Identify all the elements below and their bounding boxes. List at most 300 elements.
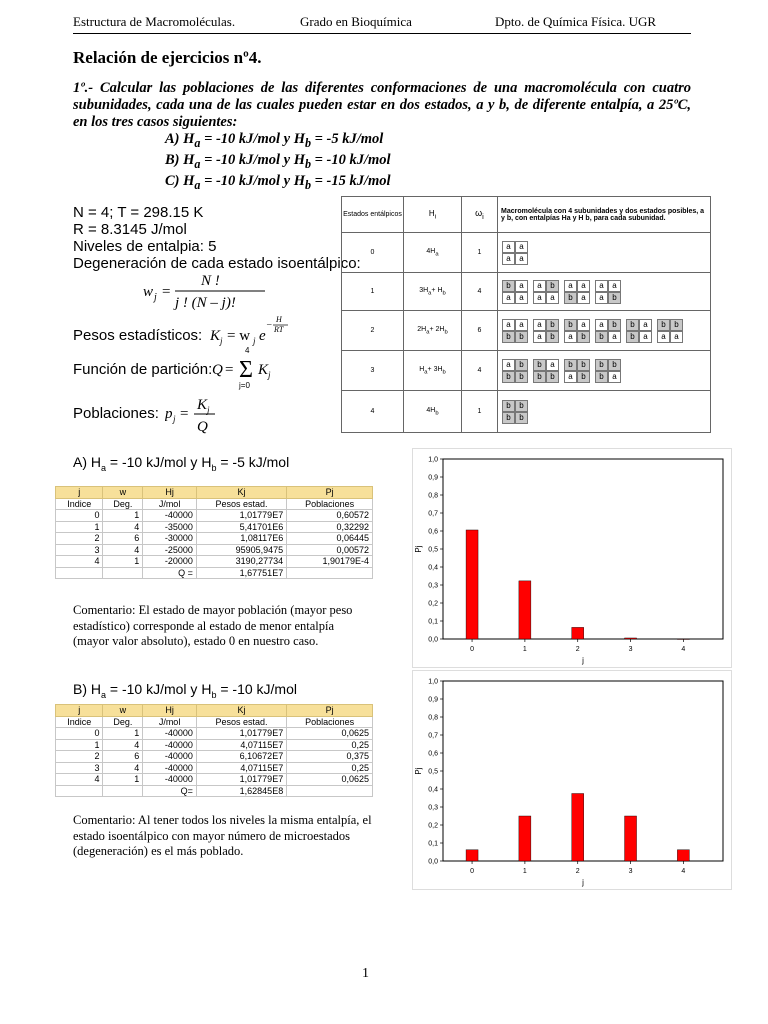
subunit-cell: b [515,371,528,383]
svg-text:RT: RT [274,325,284,334]
table-cell: -25000 [143,544,197,556]
table-cell: 0,0625 [287,728,373,740]
poblaciones-formula [165,394,235,443]
x-tick-label: 4 [681,868,686,875]
header-cell: Pj [287,705,373,717]
subunit-cell: a [564,331,577,343]
case-b-comment: Comentario: Al tener todos los niveles la misma entalpía, el estado isoentálpico con mayor número de microestados (degeneración) es el más poblado. [73,813,372,858]
table-cell: 0 [56,510,103,522]
subunit-cell: b [533,371,546,383]
subunit-cell: b [595,371,608,383]
subunit-cell: a [515,280,528,292]
subunit-cell: b [564,359,577,371]
particion-label: Función de partición: [73,361,213,378]
y-tick-label: 0,3 [428,804,438,812]
subunit-cell: b [515,359,528,371]
bar [572,627,584,639]
microstate-block [626,319,652,343]
table-cell: -40000 [143,739,197,751]
subunit-cell: a [564,371,577,383]
states-description: Macromolécula con 4 subunidades y dos estados posibles, a y b, con entalpías Ha y H b, para cada subunidad. [498,197,711,233]
x-tick-label: 0 [470,646,475,653]
header-right: Dpto. de Química Física. UGR [495,14,657,29]
svg-text:w: w [143,284,154,300]
table-cell: 4 [103,762,143,774]
subunit-cell: b [608,359,621,371]
x-tick-label: 0 [470,868,475,875]
states-row-h: $3H_a+ H_b$ [404,273,462,311]
poblaciones-label: Poblaciones: [73,405,159,422]
states-row-w: 1 [462,391,498,433]
microstate-block [502,400,528,424]
table-cell: 2 [56,533,103,545]
table-cell: 0,375 [287,751,373,763]
y-tick-label: 0,7 [428,732,438,740]
subunit-cell: b [515,412,528,424]
svg-text:–: – [267,319,272,329]
pesos-label: Pesos estadísticos: [73,327,203,344]
svg-text:K: K [197,397,208,413]
q-label: Q = [143,567,197,579]
bar [466,530,478,639]
problem-text: Calcular las poblaciones de las diferentes conformaciones de una macromolécula con cuatro subunidades, cada una de las cuales pueden estar en dos estados, a y b, de diferente entalpía, a 25ºC, en los tres casos siguientes: [73,80,691,130]
states-col-header: Estados entálpicos [342,197,404,233]
subunit-cell: a [515,292,528,304]
subunit-cell: a [533,319,546,331]
case-a-rows [56,510,373,568]
subunit-cell: a [502,292,515,304]
y-axis-label: Pj [414,767,423,775]
subunit-cell: b [564,319,577,331]
table-cell: 6 [103,751,143,763]
table-cell: -40000 [143,510,197,522]
bar [677,639,689,640]
table-row [56,751,373,763]
subunit-cell: b [626,331,639,343]
states-col-h: $H_i$ [404,197,462,233]
svg-text:j=0: j=0 [239,381,250,390]
case-line-a: A) $H_a = -10$ kJ/mol y $H_b = -5$ kJ/mol [165,131,384,150]
table-row [56,728,373,740]
y-tick-label: 0,4 [428,786,438,794]
x-tick-label: 2 [575,646,580,653]
microstate-block [564,359,590,383]
y-tick-label: 0,9 [428,474,438,482]
subunit-cell: a [502,319,515,331]
subunit-cell: b [608,319,621,331]
subunit-cell: b [502,400,515,412]
table-cell: 0,06445 [287,533,373,545]
table-cell: 4 [103,521,143,533]
table-cell: 0,25 [287,739,373,751]
y-axis-label: Pj [414,545,423,553]
states-row [342,391,711,433]
microstate-block [502,280,528,304]
subunit-cell: a [608,371,621,383]
header-cell: Kj [196,487,286,499]
states-row [342,273,711,311]
subunit-cell: a [608,331,621,343]
y-tick-label: 0,4 [428,564,438,572]
bar [572,794,584,862]
header-cell: Indice [56,498,103,510]
subunit-cell: b [564,292,577,304]
problem-cases [165,131,391,194]
y-tick-label: 0,8 [428,714,438,722]
svg-text:Q: Q [197,419,208,435]
subunit-cell: a [515,319,528,331]
subunit-cell: b [515,400,528,412]
subunit-cell: b [608,292,621,304]
y-tick-label: 0,9 [428,696,438,704]
table-row [56,533,373,545]
y-tick-label: 0,7 [428,510,438,518]
table-cell: 1 [103,728,143,740]
svg-text:Σ: Σ [239,357,253,383]
particion-formula-svg [212,344,292,390]
particion-formula [212,344,292,395]
subunit-cell: b [546,280,559,292]
table-cell: 4,07115E7 [196,739,286,751]
subunit-cell: a [577,280,590,292]
subunit-cell: b [626,319,639,331]
states-row-w: 4 [462,273,498,311]
q-value: 1,62845E8 [196,785,286,797]
states-row-blocks [498,311,711,351]
y-tick-label: 0,0 [428,858,438,866]
states-table [341,196,711,433]
table-cell: 0,00572 [287,544,373,556]
table-cell: 3 [56,544,103,556]
table-row [56,521,373,533]
subunit-cell: b [515,331,528,343]
subunit-cell: a [502,359,515,371]
subunit-cell: b [595,331,608,343]
microstate-block [533,359,559,383]
header-rule [73,33,691,34]
table-cell: 0,60572 [287,510,373,522]
svg-text:=: = [180,406,189,422]
subunit-cell: b [657,319,670,331]
y-tick-label: 0,6 [428,750,438,758]
states-row-blocks [498,391,711,433]
svg-text:j: j [268,370,271,380]
q-label: Q= [143,785,197,797]
subunit-cell: b [502,280,515,292]
problem-statement [73,80,691,131]
subunit-cell: a [670,331,683,343]
svg-text:j ! (N – j)!: j ! (N – j)! [175,295,236,311]
header-cell: j [56,705,103,717]
table-cell: 1,90179E-4 [287,556,373,568]
svg-text:j: j [173,414,176,424]
states-row-blocks [498,351,711,391]
states-row-h: $4H_a$ [404,233,462,273]
subunit-cell: a [502,253,515,265]
microstate-block [502,319,528,343]
states-row-w: 4 [462,351,498,391]
problem-number: 1º.- [73,80,94,96]
y-tick-label: 0,8 [428,492,438,500]
subunit-cell: a [577,292,590,304]
subunit-cell: a [546,359,559,371]
table-cell: 1 [103,510,143,522]
degeneracy-formula [143,272,283,317]
microstate-block [595,319,621,343]
subunit-cell: a [533,331,546,343]
x-tick-label: 3 [628,646,633,653]
states-row-h: $2H_a+ 2H_b$ [404,311,462,351]
subunit-cell: b [502,331,515,343]
table-cell: 2 [56,751,103,763]
states-row-blocks [498,273,711,311]
table-row [56,762,373,774]
bar [519,581,531,639]
y-tick-label: 0,1 [428,840,438,848]
table-cell: 1 [56,521,103,533]
microstate-block [502,359,528,383]
table-cell: -20000 [143,556,197,568]
case-b-q-row [56,785,373,797]
table-row [56,510,373,522]
given-levels: Niveles de entalpia: 5 [73,238,217,255]
subunit-cell: a [502,241,515,253]
table-cell: 0,32292 [287,521,373,533]
table-cell: 4 [103,544,143,556]
states-row-w: 1 [462,233,498,273]
table-cell: 4,07115E7 [196,762,286,774]
table-row [56,556,373,568]
subunit-cell: a [595,292,608,304]
y-tick-label: 1,0 [428,678,438,686]
bar [519,816,531,861]
header-cell: w [103,487,143,499]
bar [625,638,637,639]
case-line-c: C) $H_a = -10$ kJ/mol y $H_b = -15$ kJ/mol [165,172,391,192]
table-cell: -30000 [143,533,197,545]
svg-text:= w: = w [227,328,251,344]
header-cell: Poblaciones [287,716,373,728]
y-tick-label: 0,6 [428,528,438,536]
case-a-q-row [56,567,373,579]
states-row [342,351,711,391]
subunit-cell: a [657,331,670,343]
subunit-cell: a [515,253,528,265]
y-tick-label: 0,2 [428,600,438,608]
table-cell: 0,25 [287,762,373,774]
microstate-block [533,280,559,304]
table-row [56,739,373,751]
subunit-cell: b [502,371,515,383]
svg-text:j: j [253,336,256,346]
given-r: R = 8.3145 J/mol [73,221,187,238]
case-b-table [55,704,373,797]
states-row-blocks [498,233,711,273]
states-table-header [342,197,711,233]
states-row-j: 4 [342,391,404,433]
states-row-j: 2 [342,311,404,351]
microstate-block [657,319,683,343]
case-b-head1 [56,705,373,717]
states-row [342,311,711,351]
svg-text:4: 4 [245,346,250,355]
subunit-cell: b [546,319,559,331]
table-cell: 3 [56,762,103,774]
subunit-cell: a [595,319,608,331]
subunit-cell: b [546,331,559,343]
table-cell: 1 [103,556,143,568]
svg-text:N !: N ! [201,273,220,289]
x-tick-label: 1 [522,868,527,875]
states-row-h: $4H_b$ [404,391,462,433]
subunit-cell: b [595,359,608,371]
svg-text:K: K [258,362,269,378]
microstate-block [564,319,590,343]
table-cell: -40000 [143,762,197,774]
table-cell: 5,41701E6 [196,521,286,533]
subunit-cell: b [502,412,515,424]
states-col-w: $\omega_i$ [462,197,498,233]
states-row-j: 3 [342,351,404,391]
table-cell: 1,01779E7 [196,510,286,522]
bar [677,850,689,861]
y-tick-label: 0,5 [428,546,438,554]
header-cell: Deg. [103,716,143,728]
pesos-formula-svg [210,312,310,348]
y-tick-label: 0,5 [428,768,438,776]
subunit-cell: a [564,280,577,292]
svg-text:=: = [225,362,234,378]
microstate-block [502,241,528,265]
poblaciones-formula-svg [165,394,235,438]
x-tick-label: 4 [681,646,686,653]
table-cell: 4 [103,739,143,751]
case-a-head2 [56,498,373,510]
x-tick-label: 3 [628,868,633,875]
case-b-heading: B) $H_a = -10$ kJ/mol y $H_b = -10$ kJ/mol [73,681,297,700]
subunit-cell: b [546,371,559,383]
given-n-t: N = 4; T = 298.15 K [73,204,204,221]
table-cell: 1,01779E7 [196,728,286,740]
header-cell: j [56,487,103,499]
header-cell: Hj [143,705,197,717]
case-b-rows [56,728,373,786]
header-cell: J/mol [143,716,197,728]
table-cell: -40000 [143,774,197,786]
q-value: 1,67751E7 [196,567,286,579]
header-cell: Pj [287,487,373,499]
microstate-block [595,280,621,304]
table-cell: -40000 [143,751,197,763]
svg-text:j: j [220,336,223,346]
header-cell: Pesos estad. [196,498,286,510]
header-center: Grado en Bioquímica [300,14,412,29]
states-row-j: 0 [342,233,404,273]
header-cell: Poblaciones [287,498,373,510]
subunit-cell: a [546,292,559,304]
y-tick-label: 0,1 [428,618,438,626]
svg-text:H: H [276,315,282,324]
subunit-cell: a [515,241,528,253]
case-b-head2 [56,716,373,728]
subunit-cell: a [608,280,621,292]
microstate-block [595,359,621,383]
case-line-b: B) $H_a = -10$ kJ/mol y $H_b = -10$ kJ/mol [165,151,391,171]
table-cell: 6 [103,533,143,545]
table-cell: 6,10672E7 [196,751,286,763]
table-cell: 4 [56,556,103,568]
x-tick-label: 2 [575,868,580,875]
bar [625,816,637,861]
table-cell: -35000 [143,521,197,533]
chart-case-b [412,670,732,890]
table-cell: 1 [56,739,103,751]
microstate-block [564,280,590,304]
header-cell: Indice [56,716,103,728]
svg-text:e: e [259,328,266,344]
case-a-comment: Comentario: El estado de mayor población (mayor peso estadístico) corresponde al estado de menor entalpía (mayor valor absoluto), estado 0 en nuestro caso. [73,603,353,648]
table-cell: 0 [56,728,103,740]
subunit-cell: b [577,359,590,371]
table-cell: -40000 [143,728,197,740]
case-a-head1 [56,487,373,499]
subunit-cell: a [577,319,590,331]
y-tick-label: 0,3 [428,582,438,590]
page-title: Relación de ejercicios nº4. [73,48,262,67]
svg-text:j: j [154,292,157,303]
svg-text:K: K [210,328,221,344]
table-cell: 95905,9475 [196,544,286,556]
table-cell: 1,01779E7 [196,774,286,786]
plot-frame [443,459,723,639]
chart-case-a [412,448,732,668]
table-cell: 4 [56,774,103,786]
subunit-cell: a [533,292,546,304]
svg-text:=: = [162,284,171,300]
table-cell: 3190,27734 [196,556,286,568]
header-cell: J/mol [143,498,197,510]
table-row [56,544,373,556]
svg-text:Q: Q [212,362,223,378]
x-tick-label: 1 [522,646,527,653]
svg-text:j: j [207,405,210,415]
header-left: Estructura de Macromoléculas. [73,14,236,29]
subunit-cell: b [670,319,683,331]
y-tick-label: 0,2 [428,822,438,830]
table-cell: 1 [103,774,143,786]
table-row [56,774,373,786]
y-tick-label: 1,0 [428,456,438,464]
y-tick-label: 0,0 [428,636,438,644]
subunit-cell: a [595,280,608,292]
states-row-w: 6 [462,311,498,351]
degeneracy-formula-svg [143,272,283,312]
header-cell: Hj [143,487,197,499]
given-degeneracy: Degeneración de cada estado isoentálpico: [73,255,361,272]
table-cell: 0,0625 [287,774,373,786]
case-a-heading: A) $H_a = -10$ kJ/mol y $H_b = -5$ kJ/mol [73,454,290,473]
header-cell: Deg. [103,498,143,510]
states-row [342,233,711,273]
page-number: 1 [362,966,369,981]
subunit-cell: a [533,280,546,292]
header-cell: Kj [196,705,286,717]
subunit-cell: a [639,319,652,331]
states-row-h: $H_a+ 3H_b$ [404,351,462,391]
x-axis-label: j [582,878,584,887]
subunit-cell: b [533,359,546,371]
subunit-cell: a [639,331,652,343]
